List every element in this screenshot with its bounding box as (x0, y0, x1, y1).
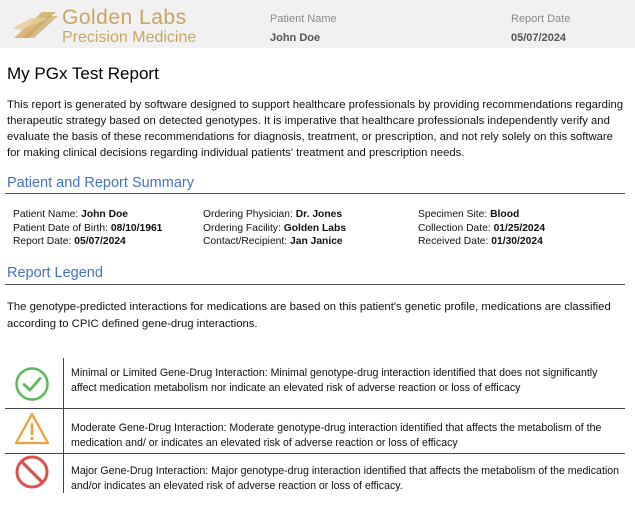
prohibited-icon (14, 454, 50, 490)
legend-separator (63, 358, 64, 408)
legend-separator (63, 453, 64, 493)
company-logo (12, 4, 212, 46)
summary-field: Report Date: 05/07/2024 (13, 236, 126, 247)
logo-swoosh-icon (12, 8, 60, 42)
summary-field: Received Date: 01/30/2024 (418, 236, 543, 247)
summary-column-patient (13, 208, 162, 249)
legend-item-text: Minimal or Limited Gene-Drug Interaction: Minimal genotype-drug interaction identified that does not significantly affect medication metabolism nor indicate an elevated risk of adverse reaction or loss of efficacy (71, 367, 598, 394)
page-title: My PGx Test Report (7, 64, 159, 83)
legend-item (5, 408, 625, 453)
report-date-label: Report Date (511, 13, 571, 25)
report-date-value: 05/07/2024 (511, 32, 567, 44)
patient-name-label: Patient Name (270, 13, 337, 25)
legend-separator (63, 408, 64, 453)
summary-field: Ordering Physician: Dr. Jones (203, 209, 343, 220)
legend-item-text: Major Gene-Drug Interaction: Major genotype-drug interaction identified that affects the metabolism of the medication and/or indicates an elevated risk of adverse reaction or loss of efficacy. (71, 465, 620, 492)
intro-paragraph: This report is generated by software designed to support healthcare professionals by providing recommendations regarding therapeutic strategy based on detected genotypes. It is imperative that healthcare professionals independently verify and evaluate the basis of these recommendations for diagnosis, treatment, or prescription, and not rely solely on this software for making clinical decisions regarding individual patients' treatment and prescription needs. (7, 99, 624, 159)
summary-heading: Patient and Report Summary (7, 175, 194, 191)
summary-column-specimen (418, 208, 545, 249)
summary-field: Patient Name: John Doe (13, 209, 129, 220)
warning-triangle-icon (14, 411, 50, 447)
summary-field: Ordering Facility: Golden Labs (203, 222, 347, 234)
legend-item (5, 453, 625, 493)
summary-field: Patient Date of Birth: 08/10/1961 (13, 222, 163, 234)
logo-title: Golden Labs (62, 6, 187, 29)
legend-intro-paragraph: The genotype-predicted interactions for medications are based on this patient's genetic profile, medications are classified according to CPIC defined gene-drug interactions. (7, 301, 611, 330)
report-header (0, 0, 635, 48)
patient-name-value: John Doe (270, 32, 321, 44)
legend-item-text: Moderate Gene-Drug Interaction: Moderate genotype-drug interaction identified that affects the metabolism of the medication and/ or indicates an elevated risk of adverse reaction or loss of efficacy (71, 422, 602, 449)
legend-item (5, 358, 625, 408)
check-circle-icon (14, 366, 50, 402)
summary-column-ordering (203, 208, 346, 249)
summary-field: Specimen Site: Blood (418, 209, 520, 220)
summary-field: Collection Date: 01/25/2024 (418, 222, 546, 234)
logo-subtitle: Precision Medicine (62, 29, 197, 46)
legend-divider (5, 284, 625, 285)
legend-heading: Report Legend (7, 265, 103, 281)
summary-divider (5, 193, 625, 194)
summary-field: Contact/Recipient: Jan Janice (203, 236, 343, 247)
